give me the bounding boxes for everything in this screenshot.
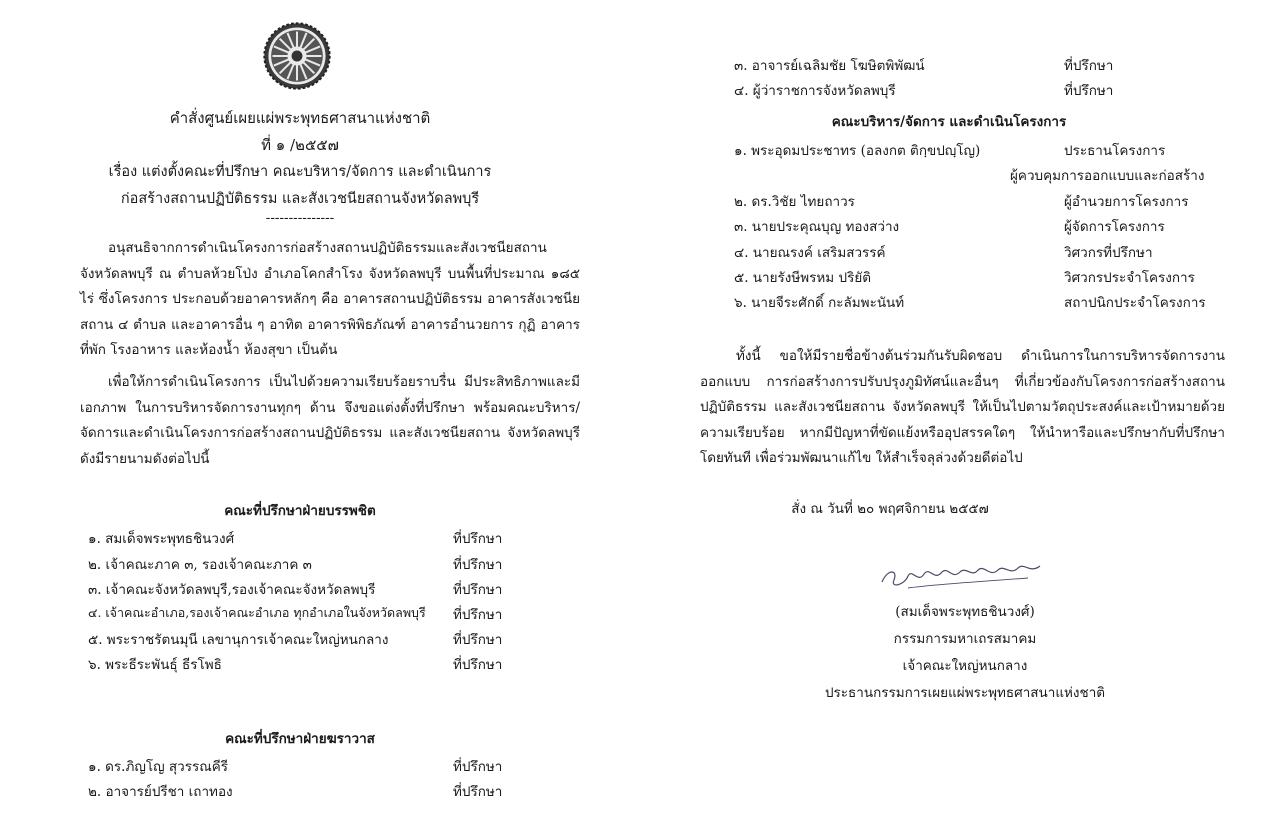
list-item: ๔. เจ้าคณะอำเภอ,รองเจ้าคณะอำเภอ ทุกอำเภอในจังหวัดลพบุรี ที่ปรึกษา	[88, 605, 503, 623]
closing-paragraph: ทั้งนี้ ขอให้มีรายชื่อข้างต้นร่วมกันรับผิดชอบ ดำเนินการในการบริหารจัดการงานออกแบบ การก่อสร้างการปรับปรุงภูมิทัศน์และอื่นๆ ที่เกี่ยวข้องกับโครงการก่อสร้างสถานปฏิบัติธรรม และสังเวชนียสถาน จังหวัดลพบุรี ให้เป็นไปตามวัตถุประสงค์และเป้าหมายด้วยความเรียบร้อย หากมีปัญหาที่ขัดแย้งหรืออุปสรรคใดๆ ให้นำหารือและปรึกษากับที่ปรึกษาโดยทันที เพื่อร่วมพัฒนาแก้ไข ให้สำเร็จลุล่วงด้วยดีต่อไป	[700, 348, 1225, 466]
document-org-title: คำสั่งศูนย์เผยแผ่พระพุทธศาสนาแห่งชาติ	[169, 109, 431, 127]
list-item: ๒. เจ้าคณะภาค ๓, รองเจ้าคณะภาค ๓ ที่ปรึกษา	[88, 557, 503, 573]
management-title: คณะบริหาร/จัดการ และดำเนินโครงการ	[831, 114, 1067, 130]
list-item: ๖. พระธีระพันธุ์ ธีรโพธิ ที่ปรึกษา	[88, 657, 503, 673]
signer-position-1: กรรมการมหาเถรสมาคม	[893, 631, 1037, 647]
list-item: ๓. อาจารย์เฉลิมชัย โฆษิตพิพัฒน์ ที่ปรึกษา	[734, 58, 1114, 74]
signer-position-3: ประธานกรรมการเผยแผ่พระพุทธศาสนาแห่งชาติ	[824, 685, 1106, 701]
dharma-wheel-seal-icon	[263, 22, 331, 90]
list-item: ๒. ดร.วิชัย ไทยถาวร ผู้อำนวยการโครงการ	[734, 194, 1189, 210]
right-page	[700, 0, 1260, 816]
left-page	[80, 0, 640, 816]
list-item: ๒. อาจารย์ปรีชา เถาทอง ที่ปรึกษา	[88, 784, 503, 800]
intro-paragraph-1: อนุสนธิจากการดำเนินโครงการก่อสร้างสถานปฏิบัติธรรมและสังเวชนียสถาน จังหวัดลพบุรี ณ ตำบลห้วยโป่ง อำเภอโคกสำโรง จังหวัดลพบุรี บนพื้นที่ประมาณ ๑๘๕ ไร่ ซึ่งโครงการ ประกอบด้วยอาคารหลักๆ คือ อาคารสถานปฏิบัติธรรม อาคารสังเวชนียสถาน ๔ ตำบล และอาคารอื่น ๆ อาทิต อาคารพิพิธภัณฑ์ อาคารอำนวยการ กุฏิ อาคารที่พัก โรงอาหาร และห้องน้ำ ห้องสุขา เป็นต้น	[80, 240, 580, 358]
list-item: ๔. นายณรงค์ เสริมสวรรค์ วิศวกรที่ปรึกษา	[734, 245, 1153, 261]
document-number: ที่ ๑ /๒๕๕๗	[261, 136, 339, 154]
signer-name: (สมเด็จพระพุทธชินวงศ์)	[895, 604, 1035, 620]
list-item: ๑. สมเด็จพระพุทธชินวงศ์ ที่ปรึกษา	[88, 531, 503, 547]
subject-line-1: เรื่อง แต่งตั้งคณะที่ปรึกษา คณะบริหาร/จัดการ และดำเนินการ	[108, 164, 492, 180]
list-item: ๕. นายรังษีพรหม ปริยัติ วิศวกรประจำโครงการ	[734, 270, 1195, 286]
list-item: ๕. พระราชรัตนมุนี เลขานุการเจ้าคณะใหญ่หนกลาง ที่ปรึกษา	[88, 632, 503, 648]
list-item: ผู้ควบคุมการออกแบบและก่อสร้าง	[1010, 168, 1205, 184]
lay-advisors-title: คณะที่ปรึกษาฝ่ายฆราวาส	[225, 731, 375, 747]
monastic-advisors-title: คณะที่ปรึกษาฝ่ายบรรพชิต	[224, 503, 376, 519]
order-date: สั่ง ณ วันที่ ๒๐ พฤศจิกายน ๒๕๕๗	[791, 501, 989, 517]
header-divider: ---------------	[265, 210, 335, 226]
subject-line-2: ก่อสร้างสถานปฏิบัติธรรม และสังเวชนียสถานจังหวัดลพบุรี	[120, 191, 480, 207]
list-item: ๖. นายจีระศักดิ์ กะลัมพะนันท์ สถาปนิกประจำโครงการ	[734, 295, 1206, 311]
list-item: ๑. พระอุดมประชาทร (อลงกต ติกฺขปญฺโญ) ประธานโครงการ	[734, 143, 1166, 159]
list-item: ๓. นายประคุณบุญ ทองสว่าง ผู้จัดการโครงการ	[734, 219, 1165, 235]
intro-paragraph-2: เพื่อให้การดำเนินโครงการ เป็นไปด้วยความเรียบร้อยราบรื่น มีประสิทธิภาพและมีเอกภาพ ในการบริหารจัดการงานทุกๆ ด้าน จึงขอแต่งตั้งที่ปรึกษา พร้อมคณะบริหาร/จัดการและดำเนินโครงการก่อสร้างสถานปฏิบัติธรรม และสังเวชนียสถาน จังหวัดลพบุรี ดังมีรายนามดังต่อไปนี้	[80, 374, 580, 467]
signer-position-2: เจ้าคณะใหญ่หนกลาง	[902, 658, 1028, 674]
handwritten-signature-icon	[878, 558, 1048, 594]
list-item: ๓. เจ้าคณะจังหวัดลพบุรี,รองเจ้าคณะจังหวัดลพบุรี ที่ปรึกษา	[88, 582, 503, 598]
list-item: ๑. ดร.ภิญโญ สุวรรณคีรี ที่ปรึกษา	[88, 759, 503, 775]
list-item: ๔. ผู้ว่าราชการจังหวัดลพบุรี ที่ปรึกษา	[734, 83, 1114, 99]
